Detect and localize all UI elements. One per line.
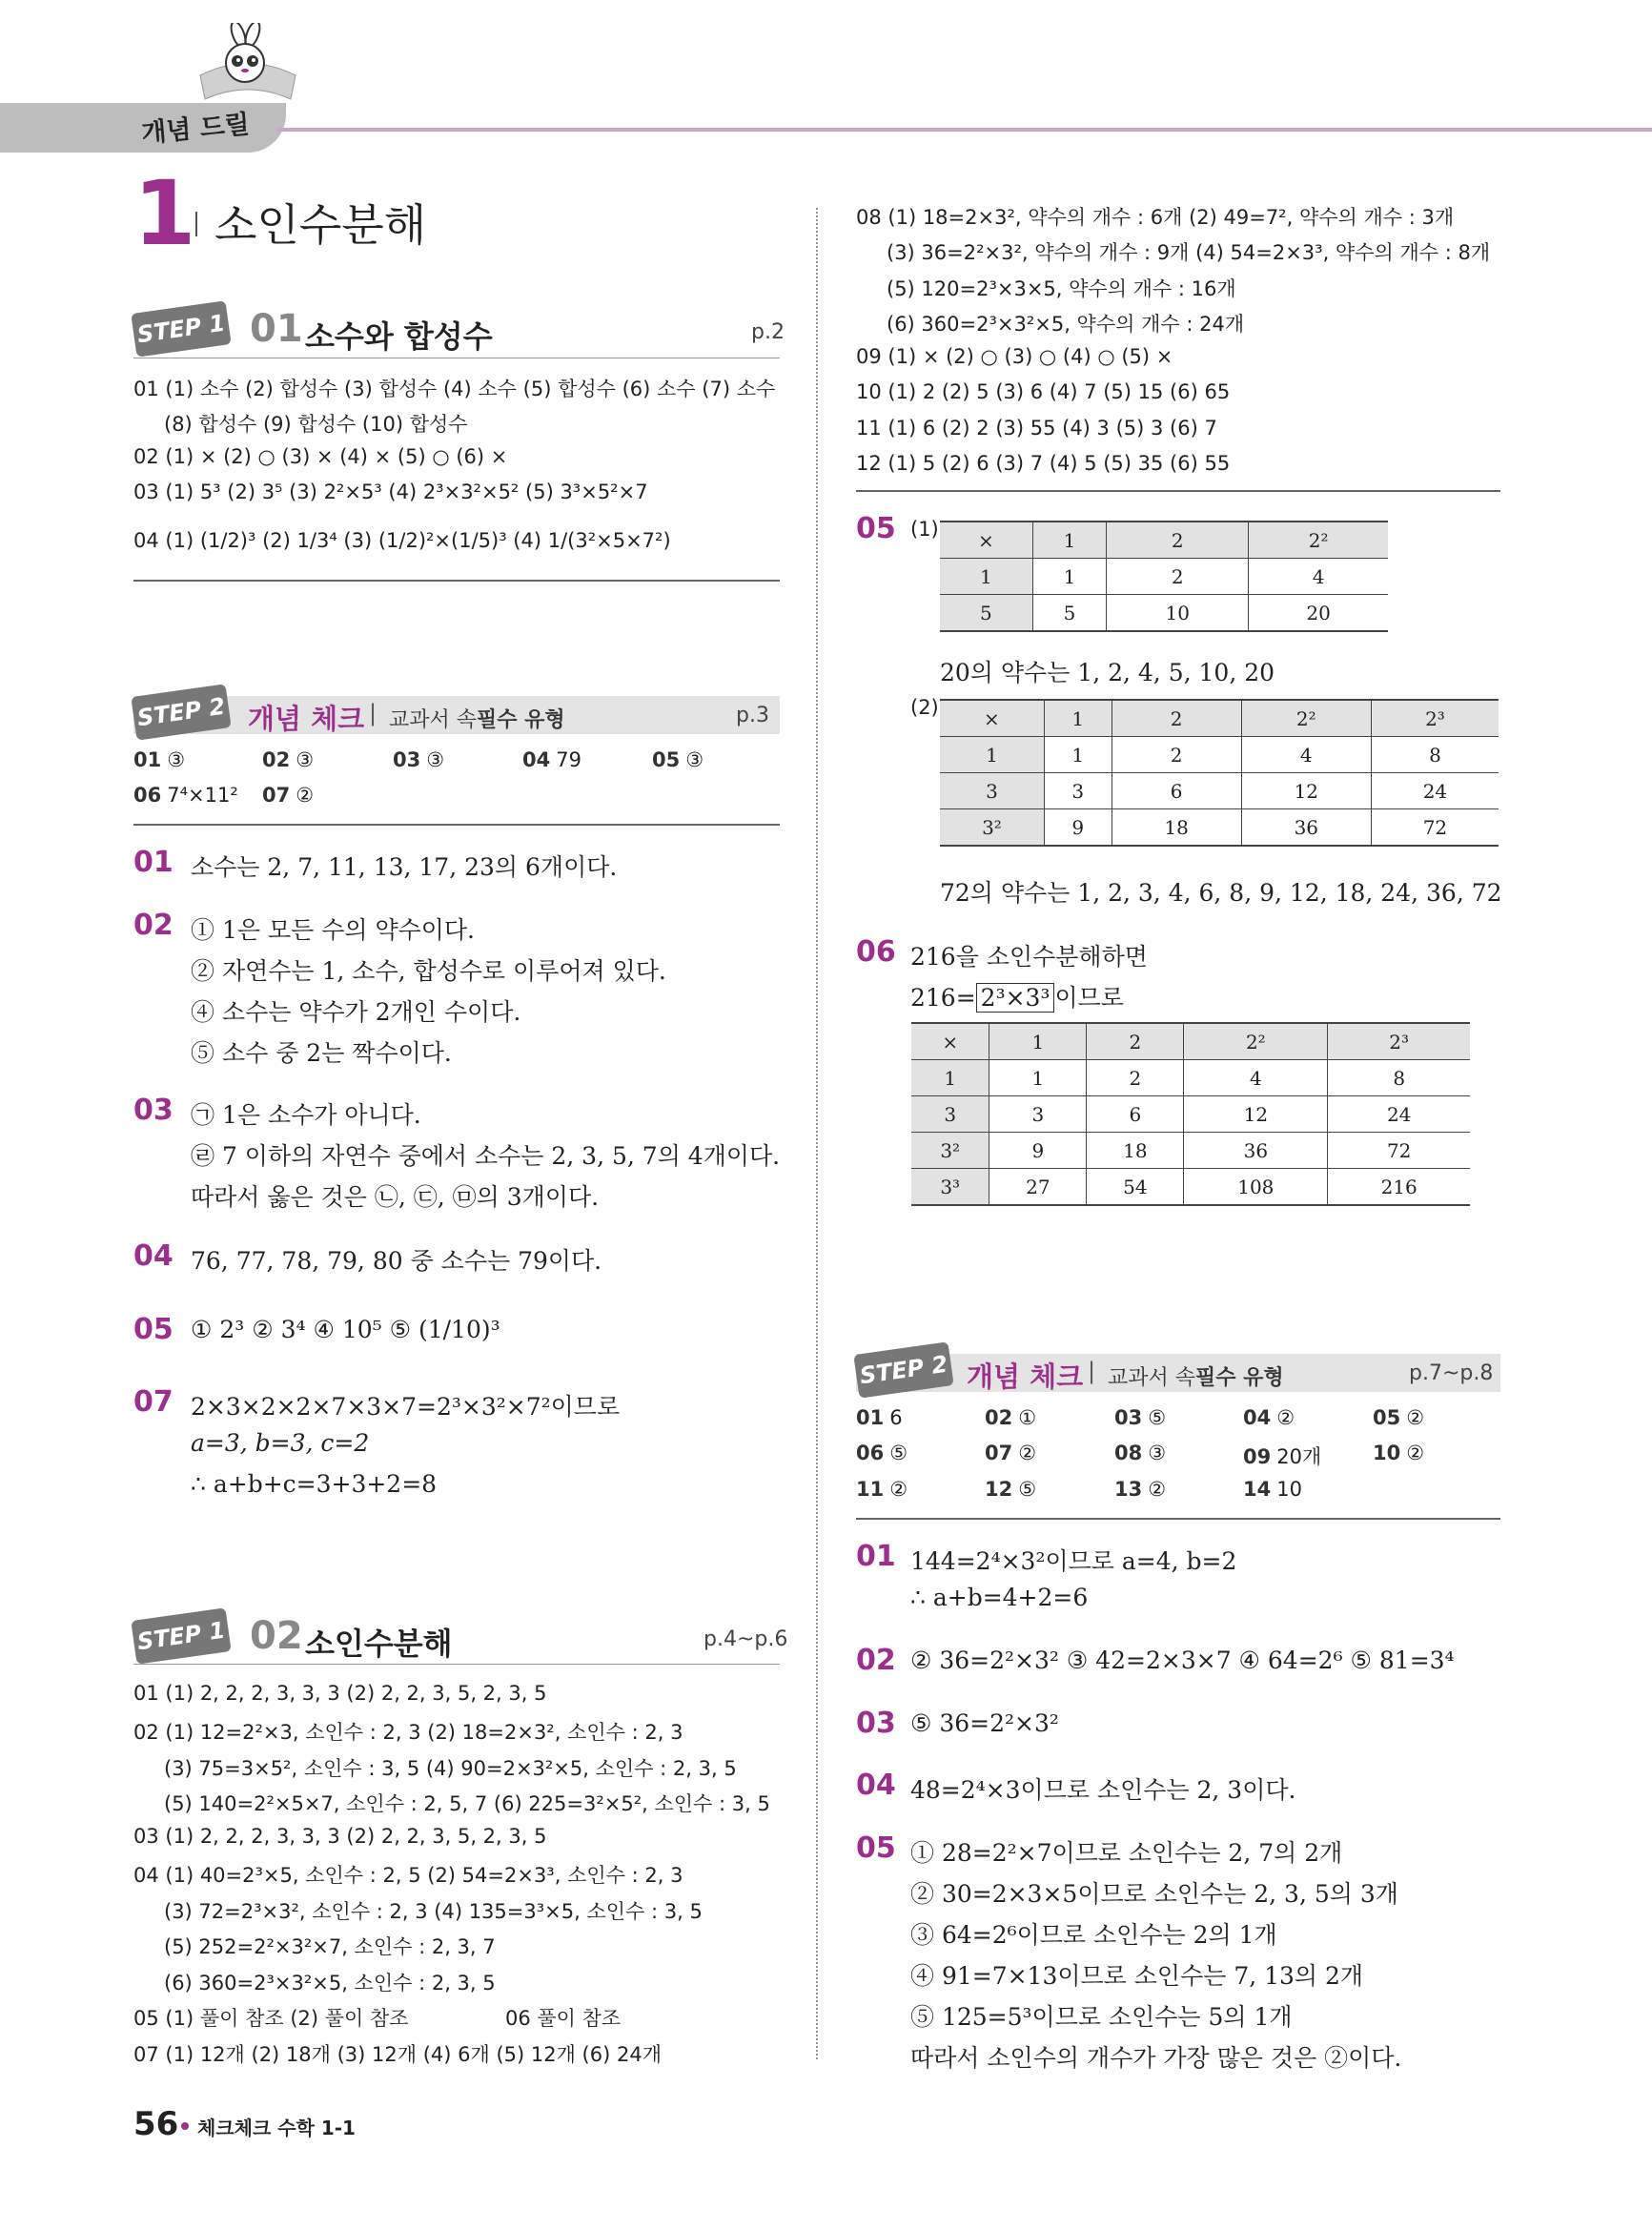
part-label: (2) bbox=[910, 696, 939, 719]
question-number: 05 bbox=[133, 1313, 173, 1346]
answer-item bbox=[985, 1478, 1036, 1501]
answer-number: 09 bbox=[1243, 1445, 1272, 1468]
table-cell: 3³ bbox=[911, 1169, 989, 1206]
solution-line: 216을 소인수분해하면 bbox=[910, 943, 1148, 971]
solution-line: ⑤ 36=2²×3² bbox=[910, 1709, 1059, 1737]
table-cell: 4 bbox=[1184, 1060, 1328, 1096]
answer-line: (5) 252=2²×3²×7, 소인수 : 2, 3, 7 bbox=[164, 1935, 496, 1958]
answer-item bbox=[985, 1442, 1036, 1464]
page-reference: p.3 bbox=[736, 704, 769, 727]
answer-number: 07 bbox=[985, 1442, 1013, 1464]
answer-item bbox=[1114, 1478, 1166, 1501]
answer-number: 04 bbox=[1243, 1406, 1272, 1429]
separator: | bbox=[369, 700, 377, 726]
answer-number: 03 bbox=[1114, 1406, 1143, 1429]
answer-item bbox=[262, 784, 314, 807]
question-number: 04 bbox=[133, 1239, 173, 1273]
answer-item bbox=[652, 748, 704, 771]
answer-line: 03 (1) 5³ (2) 3⁵ (3) 2²×5³ (4) 2³×3²×5² (5) 3³×5²×7 bbox=[133, 481, 648, 503]
concept-check-title: 개념 체크 bbox=[248, 703, 365, 735]
solution-line: 2×3×2×2×7×3×7=2³×3²×7²이므로 bbox=[191, 1393, 621, 1421]
table-cell: 72 bbox=[1371, 809, 1499, 847]
table-cell: 12 bbox=[1184, 1096, 1328, 1133]
answer-value: 10 bbox=[1276, 1478, 1302, 1501]
question-number: 03 bbox=[856, 1707, 896, 1740]
table-cell: 6 bbox=[1112, 773, 1241, 809]
answer-line: (6) 360=2³×3²×5, 소인수 : 2, 3, 5 bbox=[164, 1972, 496, 1995]
question-number: 04 bbox=[856, 1769, 896, 1802]
table-cell: 2³ bbox=[1371, 700, 1499, 737]
solution-line: 76, 77, 78, 79, 80 중 소수는 79이다. bbox=[191, 1247, 602, 1275]
step-badge: STEP 1 bbox=[131, 1607, 231, 1664]
table-cell: 8 bbox=[1371, 737, 1499, 773]
answer-number: 01 bbox=[133, 748, 162, 771]
divider bbox=[133, 580, 780, 582]
divider bbox=[133, 1664, 780, 1665]
question-number: 02 bbox=[856, 1644, 896, 1677]
answer-number: 07 bbox=[262, 784, 291, 807]
table-cell: 2 bbox=[1112, 737, 1241, 773]
answer-value: ③ bbox=[1148, 1442, 1167, 1464]
step1-banner-02 bbox=[133, 1614, 788, 1669]
result-line: 72의 약수는 1, 2, 3, 4, 6, 8, 9, 12, 18, 24, 36, 72 bbox=[940, 879, 1502, 907]
page-number: 56 bbox=[133, 2105, 179, 2143]
header-label: 개념 드릴 bbox=[140, 110, 252, 149]
answer-item bbox=[262, 748, 314, 771]
table-cell: 2 bbox=[1107, 522, 1249, 559]
table-cell: 108 bbox=[1184, 1169, 1328, 1206]
answer-number: 13 bbox=[1114, 1478, 1143, 1501]
table-cell: 36 bbox=[1241, 809, 1371, 847]
solution-line: ④ 소수는 약수가 2개인 수이다. bbox=[191, 998, 521, 1026]
table-cell: 18 bbox=[1112, 809, 1241, 847]
answer-number: 06 bbox=[856, 1442, 885, 1464]
answer-line: 08 (1) 18=2×3², 약수의 개수 : 6개 (2) 49=7², 약수의 개수 : 3개 bbox=[856, 206, 1455, 229]
answer-line: 01 (1) 2, 2, 2, 3, 3, 3 (2) 2, 2, 3, 5, 2, 3, 5 bbox=[133, 1682, 547, 1705]
table-cell: 2³ bbox=[1328, 1023, 1470, 1060]
answer-item bbox=[856, 1478, 908, 1501]
solution-line: ⑤ 소수 중 2는 짝수이다. bbox=[191, 1039, 452, 1067]
chapter-number: 1 bbox=[133, 162, 196, 266]
answer-number: 03 bbox=[393, 748, 421, 771]
question-number: 05 bbox=[856, 1831, 896, 1865]
answer-line: (3) 75=3×5², 소인수 : 3, 5 (4) 90=2×3²×5, 소인수 : 2, 3, 5 bbox=[164, 1757, 737, 1780]
table-cell: 1 bbox=[1032, 522, 1106, 559]
answer-value: 20개 bbox=[1276, 1445, 1322, 1468]
answer-value: ③ bbox=[167, 748, 186, 771]
table-cell: 2 bbox=[1087, 1060, 1184, 1096]
table-cell: 3 bbox=[989, 1096, 1087, 1133]
solution-line: 따라서 옳은 것은 ㉡, ㉢, ㉤의 3개이다. bbox=[191, 1183, 600, 1211]
table-cell: 2 bbox=[1087, 1023, 1184, 1060]
answer-value: ② bbox=[1406, 1442, 1425, 1464]
answer-number: 05 bbox=[1373, 1406, 1401, 1429]
table-cell: 1 bbox=[940, 737, 1044, 773]
answer-value: ② bbox=[1406, 1406, 1425, 1429]
answer-line: 02 (1) 12=2²×3, 소인수 : 2, 3 (2) 18=2×3², 소인수 : 2, 3 bbox=[133, 1721, 683, 1744]
answer-value: 79 bbox=[556, 748, 581, 771]
solution-line: 48=2⁴×3이므로 소인수는 2, 3이다. bbox=[910, 1776, 1296, 1804]
table-cell: 4 bbox=[1241, 737, 1371, 773]
table-cell: 20 bbox=[1249, 595, 1388, 632]
answer-value: ⑤ bbox=[1148, 1406, 1167, 1429]
answer-line: 04 (1) (1/2)³ (2) 1/3⁴ (3) (1/2)²×(1/5)³ (4) 1/(3²×5×7²) bbox=[133, 529, 671, 552]
solution-line: ① 28=2²×7이므로 소인수는 2, 7의 2개 bbox=[910, 1839, 1343, 1867]
page-reference: p.7~p.8 bbox=[1409, 1361, 1494, 1385]
answer-line: (3) 36=2²×3², 약수의 개수 : 9개 (4) 54=2×3³, 약수의 개수 : 8개 bbox=[887, 241, 1491, 264]
step-badge: STEP 2 bbox=[131, 684, 231, 740]
bullet-icon bbox=[181, 2122, 189, 2130]
answer-line: 02 (1) × (2) ○ (3) × (4) × (5) ○ (6) × bbox=[133, 445, 508, 468]
answer-item bbox=[522, 748, 581, 771]
answer-item bbox=[985, 1406, 1036, 1429]
solution-line: 따라서 소인수의 개수가 가장 많은 것은 ②이다. bbox=[910, 2044, 1402, 2072]
answer-value: ② bbox=[889, 1478, 908, 1501]
divisor-table-1 bbox=[940, 521, 1388, 632]
table-cell: 2² bbox=[1184, 1023, 1328, 1060]
table-cell: 3² bbox=[940, 809, 1044, 847]
table-cell: 1 bbox=[1044, 737, 1112, 773]
answer-item bbox=[856, 1406, 903, 1429]
answer-item bbox=[1373, 1406, 1424, 1429]
answer-number: 14 bbox=[1243, 1478, 1272, 1501]
answer-item bbox=[1243, 1442, 1321, 1470]
answer-item bbox=[856, 1442, 908, 1464]
text: 216= bbox=[910, 984, 976, 1012]
answer-line: 05 (1) 풀이 참조 (2) 풀이 참조 bbox=[133, 2007, 409, 2030]
solution-line: 소수는 2, 7, 11, 13, 17, 23의 6개이다. bbox=[191, 853, 618, 881]
page-reference: p.4~p.6 bbox=[704, 1627, 788, 1651]
table-cell: 36 bbox=[1184, 1133, 1328, 1169]
table-cell: 1 bbox=[1032, 559, 1106, 595]
boxed-answer: 2³×3³ bbox=[976, 983, 1055, 1013]
table-cell: 2² bbox=[1241, 700, 1371, 737]
answer-value: ② bbox=[1018, 1442, 1037, 1464]
divisor-table-3 bbox=[911, 1022, 1470, 1206]
answer-number: 04 bbox=[522, 748, 551, 771]
solution-line: ② 30=2×3×5이므로 소인수는 2, 3, 5의 3개 bbox=[910, 1880, 1398, 1908]
table-cell: × bbox=[940, 522, 1032, 559]
table-cell: 27 bbox=[989, 1169, 1087, 1206]
answer-value: ② bbox=[1276, 1406, 1295, 1429]
question-number: 02 bbox=[133, 909, 173, 942]
chapter-divider bbox=[195, 212, 197, 236]
answer-item bbox=[133, 748, 185, 771]
step1-banner-01 bbox=[133, 307, 785, 362]
table-cell: 4 bbox=[1249, 559, 1388, 595]
table-cell: 18 bbox=[1087, 1133, 1184, 1169]
answer-line: 12 (1) 5 (2) 6 (3) 7 (4) 5 (5) 35 (6) 55 bbox=[856, 452, 1231, 475]
question-number: 01 bbox=[133, 846, 173, 879]
answer-line: 01 (1) 소수 (2) 합성수 (3) 합성수 (4) 소수 (5) 합성수 (6) 소수 (7) 소수 bbox=[133, 378, 776, 400]
table-cell: 216 bbox=[1328, 1169, 1470, 1206]
table-cell: 2 bbox=[1107, 559, 1249, 595]
answer-value: ③ bbox=[296, 748, 315, 771]
table-cell: 10 bbox=[1107, 595, 1249, 632]
answer-item bbox=[1243, 1406, 1295, 1429]
table-cell: 9 bbox=[1044, 809, 1112, 847]
table-cell: 2² bbox=[1249, 522, 1388, 559]
section-number: 01 bbox=[250, 307, 303, 351]
text: 이므로 bbox=[1054, 984, 1124, 1012]
divider bbox=[856, 490, 1500, 492]
table-cell: 5 bbox=[940, 595, 1032, 632]
table-cell: 12 bbox=[1241, 773, 1371, 809]
table-cell: 6 bbox=[1087, 1096, 1184, 1133]
answer-line: (5) 140=2²×5×7, 소인수 : 2, 5, 7 (6) 225=3²×5², 소인수 : 3, 5 bbox=[164, 1792, 770, 1815]
answer-item bbox=[1114, 1406, 1166, 1429]
answer-value: ⑤ bbox=[1018, 1478, 1037, 1501]
solution-line: ② 36=2²×3² ③ 42=2×3×7 ④ 64=2⁶ ⑤ 81=3⁴ bbox=[910, 1647, 1455, 1674]
table-cell: 72 bbox=[1328, 1133, 1470, 1169]
section-title: 소수와 합성수 bbox=[305, 318, 493, 355]
solution-line: ① 2³ ② 3⁴ ④ 10⁵ ⑤ (1/10)³ bbox=[191, 1316, 500, 1343]
step-badge: STEP 1 bbox=[131, 300, 231, 357]
answer-item bbox=[393, 748, 444, 771]
question-number: 07 bbox=[133, 1385, 173, 1419]
subtitle-plain: 교과서 속 bbox=[1108, 1366, 1196, 1390]
answer-value: 6 bbox=[889, 1406, 903, 1429]
table-cell: 3² bbox=[911, 1133, 989, 1169]
answer-item bbox=[1373, 1442, 1424, 1464]
table-cell: 2 bbox=[1112, 700, 1241, 737]
answer-line: 07 (1) 12개 (2) 18개 (3) 12개 (4) 6개 (5) 12개 (6) 24개 bbox=[133, 2043, 662, 2066]
answer-number: 01 bbox=[856, 1406, 885, 1429]
divider bbox=[133, 824, 780, 826]
answer-value: 7⁴×11² bbox=[167, 784, 238, 807]
header-rule bbox=[276, 128, 1652, 132]
table-cell: 8 bbox=[1328, 1060, 1470, 1096]
solution-line: ② 자연수는 1, 소수, 합성수로 이루어져 있다. bbox=[191, 957, 666, 985]
answer-line: 04 (1) 40=2³×5, 소인수 : 2, 5 (2) 54=2×3³, 소인수 : 2, 3 bbox=[133, 1864, 683, 1887]
answer-line: (5) 120=2³×3×5, 약수의 개수 : 16개 bbox=[887, 277, 1236, 300]
table-cell: 3 bbox=[911, 1096, 989, 1133]
section-number: 02 bbox=[250, 1614, 303, 1658]
answer-number: 02 bbox=[262, 748, 291, 771]
divider bbox=[856, 1518, 1500, 1520]
table-cell: 24 bbox=[1371, 773, 1499, 809]
answer-line: 11 (1) 6 (2) 2 (3) 55 (4) 3 (5) 3 (6) 7 bbox=[856, 417, 1217, 440]
step2-banner-a bbox=[133, 690, 782, 746]
answer-value: ⑤ bbox=[889, 1442, 908, 1464]
question-number: 03 bbox=[133, 1094, 173, 1127]
solution-line: ④ 91=7×13이므로 소인수는 7, 13의 2개 bbox=[910, 1962, 1364, 1990]
step-badge: STEP 2 bbox=[853, 1341, 953, 1398]
book-title: 체크체크 수학 1-1 bbox=[197, 2117, 356, 2139]
divisor-table-2 bbox=[940, 699, 1499, 847]
answer-value: ③ bbox=[685, 748, 704, 771]
answer-value: ② bbox=[296, 784, 315, 807]
solution-line: ∴ a+b=4+2=6 bbox=[910, 1584, 1089, 1611]
table-cell: 1 bbox=[1044, 700, 1112, 737]
answer-number: 02 bbox=[985, 1406, 1013, 1429]
concept-check-title: 개념 체크 bbox=[967, 1361, 1084, 1393]
table-cell: 1 bbox=[940, 559, 1032, 595]
table-cell: 24 bbox=[1328, 1096, 1470, 1133]
solution-line: 144=2⁴×3²이므로 a=4, b=2 bbox=[910, 1547, 1237, 1575]
table-cell: 3 bbox=[1044, 773, 1112, 809]
answer-line: (3) 72=2³×3², 소인수 : 2, 3 (4) 135=3³×5, 소인수 : 3, 5 bbox=[164, 1900, 703, 1923]
answer-line: 09 (1) × (2) ○ (3) ○ (4) ○ (5) × bbox=[856, 345, 1173, 368]
table-cell: 1 bbox=[911, 1060, 989, 1096]
question-number: 05 bbox=[856, 512, 896, 545]
separator: | bbox=[1088, 1358, 1096, 1384]
table-cell: 9 bbox=[989, 1133, 1087, 1169]
part-label: (1) bbox=[910, 518, 939, 541]
subtitle-bold: 필수 유형 bbox=[477, 708, 565, 732]
answer-number: 06 bbox=[133, 784, 162, 807]
column-divider bbox=[816, 208, 818, 2059]
table-cell: 1 bbox=[989, 1023, 1087, 1060]
answer-line: 10 (1) 2 (2) 5 (3) 6 (4) 7 (5) 15 (6) 65 bbox=[856, 380, 1231, 403]
bunny-mascot-icon bbox=[195, 23, 300, 109]
answer-value: ③ bbox=[426, 748, 445, 771]
section-title: 소인수분해 bbox=[305, 1626, 453, 1662]
answer-number: 11 bbox=[856, 1478, 885, 1501]
answer-number: 12 bbox=[985, 1478, 1013, 1501]
solution-line bbox=[910, 979, 1124, 1013]
step2-banner-b bbox=[856, 1348, 1504, 1403]
answer-item bbox=[133, 784, 238, 807]
solution-line: ∴ a+b+c=3+3+2=8 bbox=[191, 1470, 438, 1498]
table-cell: 1 bbox=[989, 1060, 1087, 1096]
solution-line: ⑤ 125=5³이므로 소인수는 5의 1개 bbox=[910, 2003, 1293, 2031]
solution-line: ① 1은 모든 수의 약수이다. bbox=[191, 916, 475, 944]
answer-item bbox=[1114, 1442, 1166, 1464]
page-reference: p.2 bbox=[751, 320, 785, 344]
answer-number: 08 bbox=[1114, 1442, 1143, 1464]
answer-line: (8) 합성수 (9) 합성수 (10) 합성수 bbox=[164, 413, 468, 436]
subtitle-plain: 교과서 속 bbox=[389, 708, 478, 732]
solution-line: ㉠ 1은 소수가 아니다. bbox=[191, 1101, 421, 1129]
table-cell: 3 bbox=[940, 773, 1044, 809]
solution-line: ㉣ 7 이하의 자연수 중에서 소수는 2, 3, 5, 7의 4개이다. bbox=[191, 1142, 781, 1170]
solution-line: a=3, b=3, c=2 bbox=[191, 1429, 370, 1457]
question-number: 06 bbox=[856, 935, 896, 969]
table-cell: 54 bbox=[1087, 1169, 1184, 1206]
answer-line: (6) 360=2³×3²×5, 약수의 개수 : 24개 bbox=[887, 313, 1245, 336]
answer-line: 03 (1) 2, 2, 2, 3, 3, 3 (2) 2, 2, 3, 5, 2, 3, 5 bbox=[133, 1825, 547, 1848]
solution-line: ③ 64=2⁶이므로 소인수는 2의 1개 bbox=[910, 1921, 1277, 1949]
answer-value: ② bbox=[1148, 1478, 1167, 1501]
table-cell: 5 bbox=[1032, 595, 1106, 632]
answer-number: 05 bbox=[652, 748, 681, 771]
subtitle-bold: 필수 유형 bbox=[1195, 1366, 1284, 1390]
answer-value: ① bbox=[1018, 1406, 1037, 1429]
answer-item bbox=[1243, 1478, 1302, 1501]
answer-line: 06 풀이 참조 bbox=[505, 2007, 622, 2030]
table-cell: × bbox=[940, 700, 1044, 737]
table-cell: × bbox=[911, 1023, 989, 1060]
answer-number: 10 bbox=[1373, 1442, 1401, 1464]
question-number: 01 bbox=[856, 1540, 896, 1573]
chapter-title: 소인수분해 bbox=[214, 199, 427, 251]
result-line: 20의 약수는 1, 2, 4, 5, 10, 20 bbox=[940, 659, 1275, 686]
